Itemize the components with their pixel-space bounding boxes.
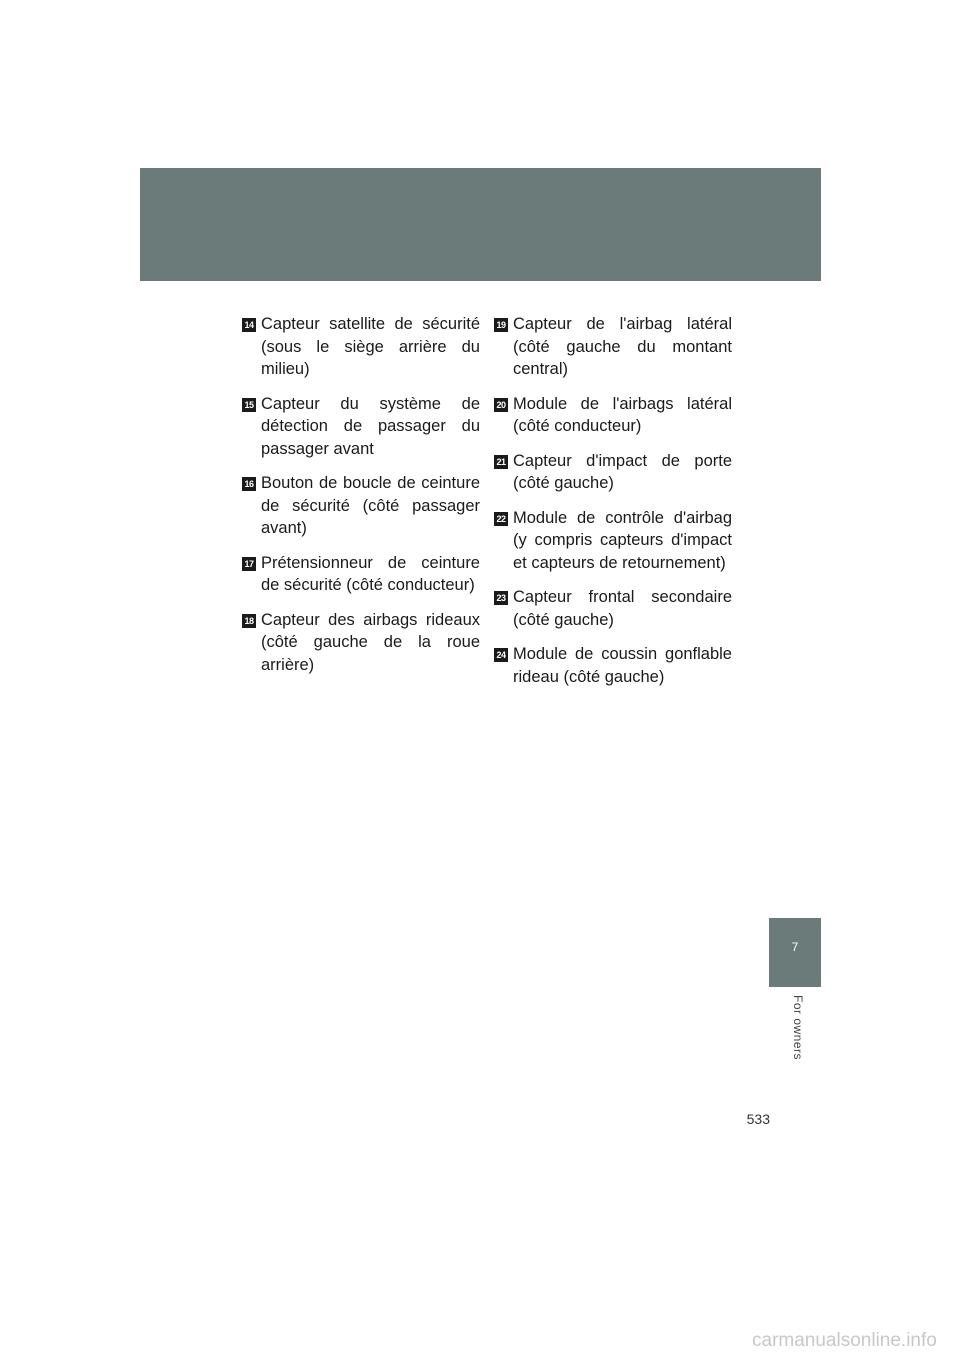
item-number-badge: 20: [494, 398, 508, 412]
list-item: [494, 393, 732, 438]
item-text: Module de l'airbags latéral (côté conducteur): [513, 394, 732, 435]
list-item: [242, 472, 480, 540]
item-number-badge: 21: [494, 455, 508, 469]
watermark: carmanualsonline.info: [752, 1330, 937, 1351]
item-number-badge: 17: [242, 557, 256, 571]
list-item: [494, 586, 732, 631]
list-item: [242, 313, 480, 381]
list-item: [494, 643, 732, 688]
list-item: [494, 507, 732, 575]
header-band: [140, 168, 821, 281]
left-column: [242, 313, 480, 688]
item-text: Capteur satellite de sécurité (sous le siège arrière du milieu): [261, 315, 480, 378]
item-number-badge: 19: [494, 318, 508, 332]
item-text: Module de coussin gonflable rideau (côté gauche): [513, 645, 732, 686]
page-number: 533: [746, 1111, 770, 1127]
item-number-badge: 18: [242, 614, 256, 628]
right-column: [494, 313, 732, 700]
item-number-badge: 14: [242, 318, 256, 332]
item-text: Prétensionneur de ceinture de sécurité (côté conducteur): [261, 553, 480, 594]
item-text: Capteur frontal secondaire (côté gauche): [513, 588, 732, 629]
item-text: Capteur du système de détection de passager du passager avant: [261, 394, 480, 458]
item-text: Bouton de boucle de ceinture de sécurité (côté passager avant): [261, 474, 480, 537]
item-text: Capteur de l'airbag latéral (côté gauche du montant central): [513, 315, 732, 378]
list-item: [242, 393, 480, 461]
list-item: [494, 313, 732, 381]
item-number-badge: 15: [242, 398, 256, 412]
list-item: [494, 450, 732, 495]
item-number-badge: 22: [494, 512, 508, 526]
item-number-badge: 24: [494, 648, 508, 662]
item-number-badge: 23: [494, 591, 508, 605]
item-text: Capteur d'impact de porte (côté gauche): [513, 451, 732, 492]
list-item: [242, 609, 480, 677]
chapter-label: For owners: [791, 995, 805, 1061]
item-number-badge: 16: [242, 477, 256, 491]
list-item: [242, 552, 480, 597]
chapter-tab: [769, 918, 821, 987]
chapter-number: 7: [791, 940, 799, 954]
item-text: Module de contrôle d'airbag (y compris capteurs d'impact et capteurs de retournement): [513, 508, 732, 572]
item-text: Capteur des airbags rideaux (côté gauche de la roue arrière): [261, 610, 480, 674]
